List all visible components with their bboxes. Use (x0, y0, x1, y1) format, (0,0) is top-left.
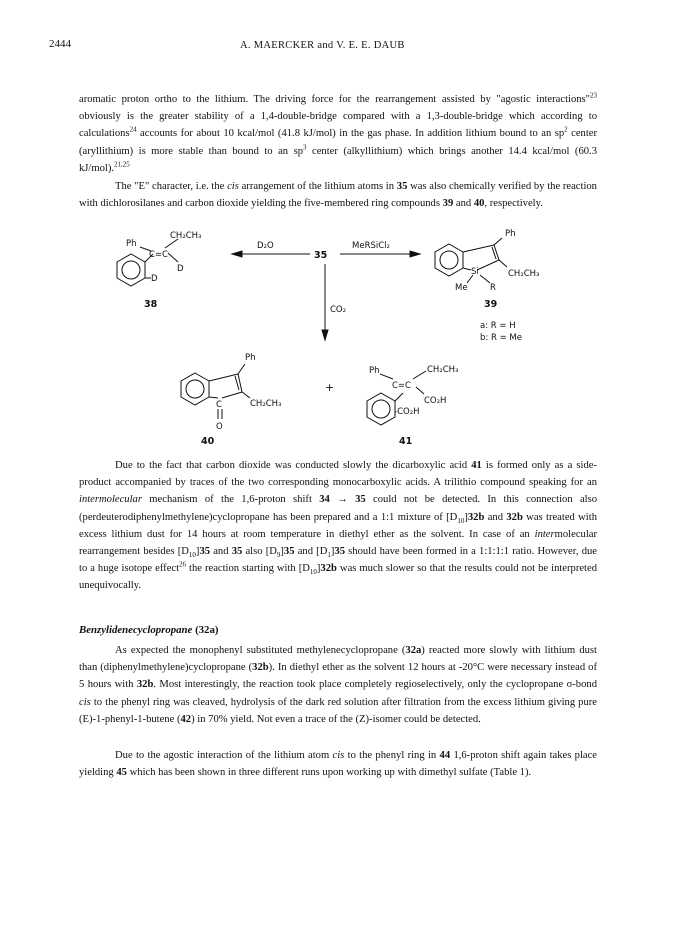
compound-40-ethyl: CH₂CH₃ (250, 399, 282, 409)
compound-40-aromatic-circle (186, 380, 204, 398)
arrow-down-co2-head (322, 330, 328, 340)
reagent-mersicl2: MeRSiCl₂ (352, 241, 390, 251)
plus-sign: + (325, 381, 335, 394)
compound-41-benzene-ring (367, 393, 395, 425)
compound-41-ethyl: CH₂CH₃ (427, 365, 459, 375)
compound-41-co2h-top: CO₂H (424, 396, 447, 406)
arrow-to-39-head (410, 251, 420, 257)
reaction-scheme (0, 226, 680, 451)
paragraph-benzylidenecyclopropane: As expected the monophenyl substituted methylenecyclopropane (32a) reacted more slowly with lithium dust than (diphenylmethylene)cyclopropane (32b). In diethyl ether as the solvent 12 hours at -20°C were necessary instead of 5 hours with 32b. Most interestingly, the reaction took place completely regioselectively, only the cyclopropane σ-bond cis to the phenyl ring was cleaved, hydrolysis of the dark red solution after filtration from the excess lithium giving pure (E)-1-phenyl-1-butene (42) in 70% yield. Not even a trace of the (Z)-isomer could be detected. (79, 645, 597, 725)
compound-40-label: 40 (201, 436, 215, 447)
compound-40-ph: Ph (245, 353, 256, 363)
compound-39-si: Si (471, 267, 479, 277)
compound-39-structure (435, 229, 539, 343)
reagent-co2: CO₂ (330, 305, 347, 315)
compound-40-structure (181, 353, 281, 447)
paragraph-agostic-interactions: aromatic proton ortho to the lithium. The driving force for the rearrangement assisted by "agostic interactions"$^{23}$ obviously is the greater stability of a 1,4-double-bridge compared with a 1,3-double-bridge which according to calculations$^{24}$ accounts for about 10 kcal/mol (41.8 kJ/mol) in the gas phase. In addition lithium bound to an $sp^2$ center (aryllithium) is more stable than bound to an $sp^3$ center (alkyllithium) which brings another 14.4 kcal/mol (60.3 kJ/mol).$^{21,25}$ (79, 91, 597, 174)
compound-38-ph: Ph (126, 239, 137, 249)
compound-38-ethyl: CH₂CH₃ (170, 231, 202, 241)
reagent-d2o: D₂O (257, 241, 274, 251)
compound-41-aromatic-circle (372, 400, 390, 418)
compound-39-r: R (490, 283, 496, 293)
compound-41-double-bond: C=C (392, 381, 411, 391)
compound-40-carbonyl-o: O (216, 422, 223, 432)
page-number: 2444 (49, 38, 71, 50)
arrow-to-38-head (232, 251, 242, 257)
compound-35-label: 35 (314, 250, 328, 261)
compound-39-ethyl: CH₂CH₃ (508, 269, 540, 279)
paragraph-agostic-interaction-44: Due to the agostic interaction of the lithium atom cis to the phenyl ring in 44 1,6-proton shift again takes place yielding 45 which has been shown in three different runs upon working up with dimethyl sulfate (Table 1). (79, 750, 598, 779)
compound-38-d-top: D (177, 264, 184, 274)
compound-39-ph: Ph (505, 229, 516, 239)
section-heading: Benzylidenecyclopropane (32a) (79, 624, 219, 636)
compound-38-aromatic-circle (122, 261, 140, 279)
compound-41-label: 41 (399, 436, 413, 447)
compound-38-structure (117, 231, 201, 310)
compound-38-benzene-ring (117, 254, 145, 286)
compound-39-me: Me (455, 283, 468, 293)
compound-39-legend-b: b: R = Me (480, 333, 522, 343)
running-header-authors: A. MAERCKER and V. E. E. DAUB (240, 40, 405, 51)
compound-41-structure (367, 365, 458, 447)
compound-38-d-ring: D (151, 274, 158, 284)
compound-38-label: 38 (144, 299, 158, 310)
compound-41-ph: Ph (369, 366, 380, 376)
compound-39-benzene-ring (435, 244, 463, 276)
compound-41-co2h-ring: -CO₂H (394, 407, 420, 417)
compound-38-double-bond: C=C (149, 250, 168, 260)
compound-39-legend-a: a: R = H (480, 321, 516, 331)
compound-40-carbonyl-c: C (216, 400, 222, 410)
compound-40-benzene-ring (181, 373, 209, 405)
compound-39-aromatic-circle (440, 251, 458, 269)
compound-39-label: 39 (484, 299, 498, 310)
paragraph-e-character: The "E" character, i.e. the cis arrangement of the lithium atoms in 35 was also chemically verified by the reaction with dichlorosilanes and carbon dioxide yielding the five-membered ring compounds 39 and 40, respectively. (79, 181, 597, 210)
paragraph-carbon-dioxide: Due to the fact that carbon dioxide was conducted slowly the dicarboxylic acid 41 is formed only as a side-product accompanied by traces of the two corresponding monocarboxylic acids. A trilithio compound speaking for an intermolecular mechanism of the 1,6-proton shift 34 → 35 could not be detected. In this connection also (perdeuterodiphenylmethylene)cyclopropane has been prepared and a 1:1 mixture of $[D_{10}]32b$ and 32b was treated with excess lithium dust for 14 hours at room temperature in diethyl ether as the solvent. In case of an intermolecular rearrangement besides $[D_{10}]35$ and 35 also $[D_9]35$ and $[D_1]35$ should have been formed in a 1:1:1:1 ratio. However, due to a huge isotope effect$^{26}$ the reaction starting with $[D_{10}]32b$ was much slower so that the results could not be interpreted unequivocally. (79, 460, 598, 592)
